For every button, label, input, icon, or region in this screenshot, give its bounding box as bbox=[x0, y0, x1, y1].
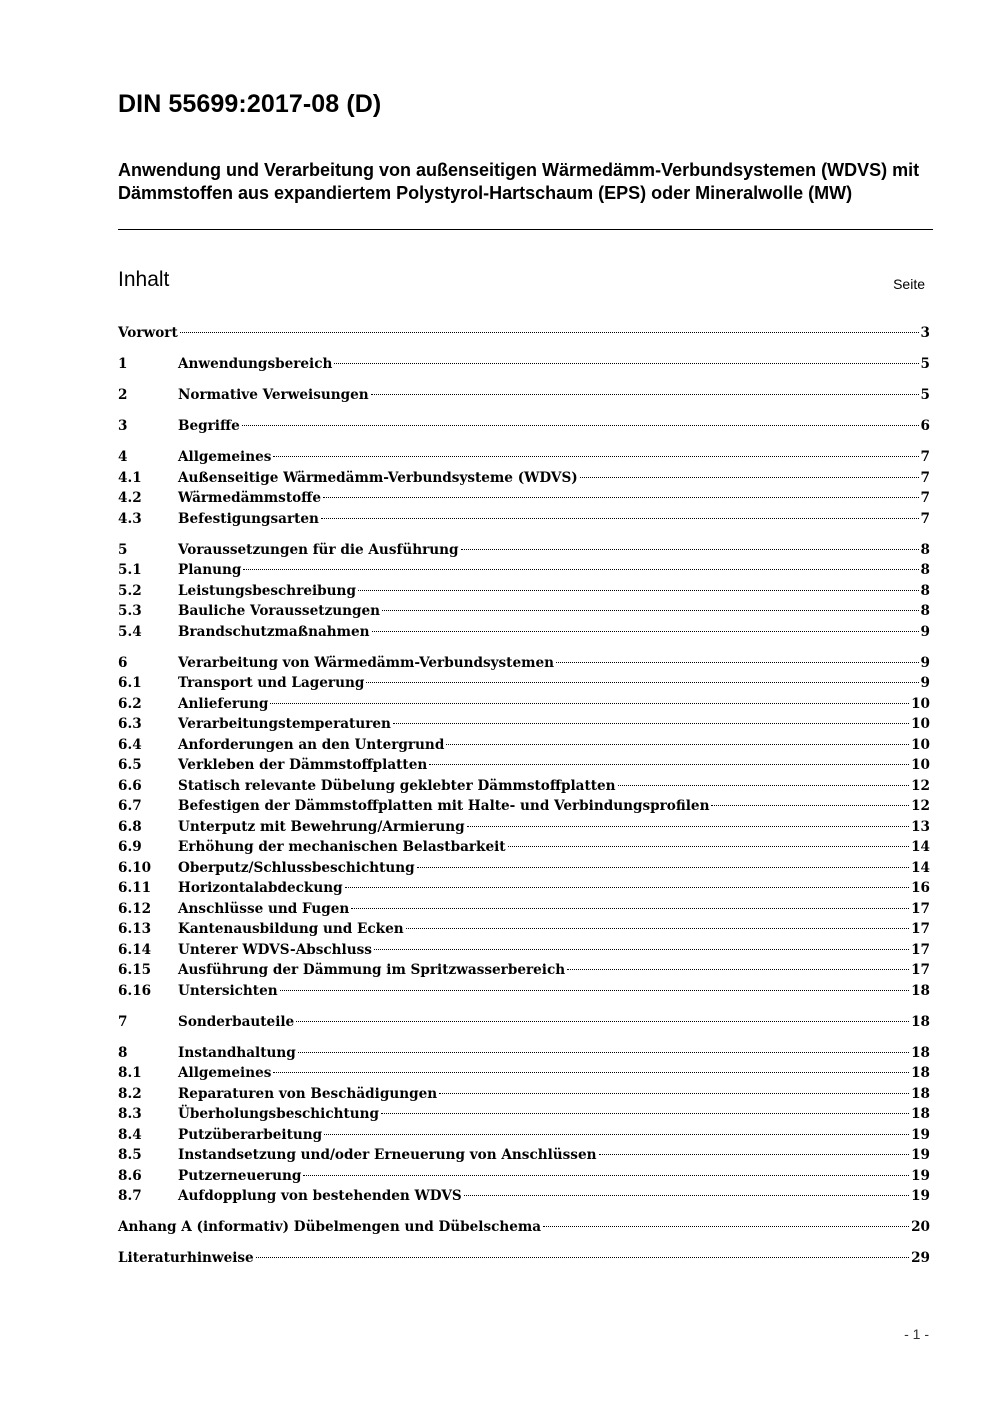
toc-dot-leader bbox=[273, 456, 918, 457]
toc-entry-number: 3 bbox=[118, 418, 128, 434]
toc-dot-leader bbox=[256, 1257, 909, 1258]
toc-entry-number: 8.4 bbox=[118, 1126, 142, 1143]
toc-entry-title: Begriffe bbox=[178, 418, 240, 434]
toc-entry-title: Bauliche Voraussetzungen bbox=[178, 603, 381, 619]
toc-group bbox=[118, 447, 930, 529]
toc-entry-page: 19 bbox=[911, 1167, 930, 1184]
toc-entry-number: 1 bbox=[118, 356, 128, 372]
toc-entry-title: Voraussetzungen für die Ausführung bbox=[178, 541, 459, 558]
toc-entry[interactable] bbox=[118, 622, 930, 643]
toc-entry[interactable] bbox=[118, 581, 930, 602]
toc-entry-page: 20 bbox=[911, 1219, 930, 1235]
toc-entry[interactable] bbox=[118, 858, 930, 879]
toc-dot-leader bbox=[381, 1113, 909, 1114]
toc-entry-page: 18 bbox=[911, 1085, 930, 1102]
toc-entry-number: 6.11 bbox=[118, 880, 152, 896]
toc-group bbox=[118, 1217, 930, 1238]
toc-entry-title: Putzüberarbeitung bbox=[178, 1126, 323, 1143]
toc-entry-title: Planung bbox=[178, 562, 242, 578]
toc-entry-page: 7 bbox=[920, 490, 930, 506]
toc-dot-leader bbox=[382, 610, 919, 611]
toc-entry[interactable] bbox=[118, 714, 930, 735]
toc-dot-leader bbox=[303, 1175, 909, 1176]
toc-entry-page: 18 bbox=[911, 1106, 930, 1122]
toc-entry[interactable] bbox=[118, 509, 930, 530]
toc-entry-number: 6.10 bbox=[118, 859, 152, 876]
toc-entry[interactable] bbox=[118, 1063, 930, 1084]
toc-entry-number: 7 bbox=[118, 1013, 128, 1030]
toc-dot-leader bbox=[180, 332, 919, 333]
toc-entry-number: 5 bbox=[118, 541, 128, 558]
toc-entry-number: 6.7 bbox=[118, 798, 142, 814]
toc-entry-title: Literaturhinweise bbox=[118, 1250, 254, 1266]
toc-dot-leader bbox=[461, 549, 919, 550]
toc-entry-title: Allgemeines bbox=[178, 449, 272, 465]
toc-entry[interactable] bbox=[118, 1104, 930, 1125]
document-subtitle: Anwendung und Verarbeitung von außenseitigen Wärmedämm-Verbundsystemen (WDVS) mit Dämmstoffen aus expandiertem Polystyrol-Hartschaum (EPS) oder Mineralwolle (MW) bbox=[118, 160, 920, 203]
toc-entry-number: 2 bbox=[118, 387, 128, 403]
toc-entry-title: Aufdopplung von bestehenden WDVS bbox=[178, 1188, 462, 1204]
toc-entry[interactable] bbox=[118, 447, 930, 468]
toc-dot-leader bbox=[429, 764, 909, 765]
toc-entry-page: 18 bbox=[911, 982, 930, 999]
toc-entry-page: 29 bbox=[911, 1250, 930, 1266]
toc-entry-number: 6.5 bbox=[118, 757, 142, 773]
toc-entry-page: 16 bbox=[911, 880, 930, 896]
toc-entry[interactable] bbox=[118, 1043, 930, 1064]
toc-dot-leader bbox=[543, 1226, 909, 1227]
toc-dot-leader bbox=[567, 969, 909, 970]
toc-entry-number: 5.2 bbox=[118, 582, 142, 599]
toc-entry[interactable] bbox=[118, 878, 930, 899]
toc-entry-page: 10 bbox=[911, 716, 930, 732]
toc-entry[interactable] bbox=[118, 653, 930, 674]
toc-entry-page: 7 bbox=[920, 449, 930, 465]
toc-dot-leader bbox=[464, 1195, 909, 1196]
toc-entry[interactable] bbox=[118, 385, 930, 406]
toc-dot-leader bbox=[599, 1154, 910, 1155]
toc-dot-leader bbox=[371, 394, 919, 395]
toc-entry-title: Vorwort bbox=[118, 325, 178, 341]
toc-entry-number: 4.2 bbox=[118, 490, 142, 506]
toc-dot-leader bbox=[296, 1021, 909, 1022]
toc-entry-title: Kantenausbildung und Ecken bbox=[178, 921, 404, 937]
toc-entry-title: Verarbeitungstemperaturen bbox=[178, 716, 391, 732]
toc-entry[interactable] bbox=[118, 1217, 930, 1238]
toc-dot-leader bbox=[345, 887, 909, 888]
toc-dot-leader bbox=[618, 785, 910, 786]
toc-dot-leader bbox=[321, 518, 919, 519]
toc-dot-leader bbox=[446, 744, 909, 745]
toc-entry-page: 8 bbox=[920, 582, 930, 599]
toc-dot-leader bbox=[323, 497, 919, 498]
toc-entry-title: Anhang A (informativ) Dübelmengen und Dübelschema bbox=[118, 1219, 542, 1235]
toc-entry-page: 12 bbox=[911, 777, 930, 794]
toc-entry-number: 8.7 bbox=[118, 1188, 142, 1204]
toc-entry-title: Statisch relevante Dübelung geklebter Dämmstoffplatten bbox=[178, 777, 616, 794]
toc-dot-leader bbox=[358, 590, 919, 591]
toc-entry-page: 7 bbox=[920, 510, 930, 527]
toc-entry[interactable] bbox=[118, 755, 930, 776]
toc-entry-page: 8 bbox=[920, 603, 930, 619]
toc-entry-page: 5 bbox=[920, 387, 930, 403]
toc-entry[interactable] bbox=[118, 540, 930, 561]
toc-group bbox=[118, 540, 930, 643]
toc-entry-number: 5.3 bbox=[118, 603, 142, 619]
toc-entry[interactable] bbox=[118, 468, 930, 489]
toc-dot-leader bbox=[298, 1052, 909, 1053]
toc-dot-leader bbox=[270, 703, 909, 704]
toc-entry-number: 8.2 bbox=[118, 1085, 142, 1102]
toc-entry-page: 10 bbox=[911, 757, 930, 773]
toc-dot-leader bbox=[467, 826, 909, 827]
page-number: - 1 - bbox=[904, 1326, 929, 1342]
toc-entry-page: 6 bbox=[920, 418, 930, 434]
toc-group bbox=[118, 1012, 930, 1033]
toc-entry-title: Befestigen der Dämmstoffplatten mit Halte- und Verbindungsprofilen bbox=[178, 798, 710, 814]
toc-entry-page: 14 bbox=[911, 859, 930, 876]
toc-dot-leader bbox=[280, 990, 909, 991]
toc-entry[interactable] bbox=[118, 1125, 930, 1146]
toc-entry-number: 6.1 bbox=[118, 675, 142, 691]
toc-entry-number: 6.6 bbox=[118, 777, 142, 794]
toc-entry[interactable] bbox=[118, 981, 930, 1002]
toc-dot-leader bbox=[374, 949, 909, 950]
toc-entry-title: Putzerneuerung bbox=[178, 1167, 302, 1184]
toc-entry-page: 12 bbox=[911, 798, 930, 814]
toc-group bbox=[118, 323, 930, 344]
toc-entry-number: 6.14 bbox=[118, 941, 152, 958]
toc-entry-number: 8.3 bbox=[118, 1106, 142, 1122]
toc-entry[interactable] bbox=[118, 899, 930, 920]
toc-entry-page: 18 bbox=[911, 1044, 930, 1061]
toc-entry[interactable] bbox=[118, 776, 930, 797]
toc-dot-leader bbox=[439, 1093, 909, 1094]
toc-dot-leader bbox=[393, 723, 909, 724]
toc-entry-title: Instandhaltung bbox=[178, 1044, 296, 1061]
toc-entry-number: 6.4 bbox=[118, 736, 142, 753]
toc-entry-title: Anforderungen an den Untergrund bbox=[178, 736, 445, 753]
toc-group bbox=[118, 1043, 930, 1207]
toc-dot-leader bbox=[406, 928, 909, 929]
toc-entry-number: 6.8 bbox=[118, 818, 142, 835]
toc-entry-title: Reparaturen von Beschädigungen bbox=[178, 1085, 438, 1102]
toc-entry-number: 5.1 bbox=[118, 562, 142, 578]
toc-entry-page: 7 bbox=[920, 469, 930, 486]
toc-entry-title: Allgemeines bbox=[178, 1065, 272, 1081]
toc-entry-page: 18 bbox=[911, 1065, 930, 1081]
toc-entry[interactable] bbox=[118, 735, 930, 756]
toc-entry-title: Instandsetzung und/oder Erneuerung von Anschlüssen bbox=[178, 1147, 597, 1163]
toc-entry-title: Horizontalabdeckung bbox=[178, 880, 343, 896]
toc-entry[interactable] bbox=[118, 1084, 930, 1105]
toc-entry[interactable] bbox=[118, 416, 930, 437]
toc-dot-leader bbox=[324, 1134, 909, 1135]
toc-entry-number: 8.6 bbox=[118, 1167, 142, 1184]
toc-entry-title: Sonderbauteile bbox=[178, 1013, 295, 1030]
toc-dot-leader bbox=[273, 1072, 909, 1073]
toc-entry[interactable] bbox=[118, 837, 930, 858]
toc-entry[interactable] bbox=[118, 796, 930, 817]
contents-heading: Inhalt bbox=[118, 268, 170, 291]
toc-entry[interactable] bbox=[118, 1012, 930, 1033]
toc-entry-number: 4.3 bbox=[118, 510, 142, 527]
toc-dot-leader bbox=[243, 569, 918, 570]
toc-entry[interactable] bbox=[118, 323, 930, 344]
toc-entry-title: Außenseitige Wärmedämm-Verbundsysteme (WDVS) bbox=[178, 469, 578, 486]
toc-entry-page: 17 bbox=[911, 900, 930, 917]
toc-entry-number: 6 bbox=[118, 654, 128, 671]
toc-entry-page: 19 bbox=[911, 1147, 930, 1163]
toc-entry-number: 4 bbox=[118, 449, 128, 465]
toc-entry-page: 17 bbox=[911, 941, 930, 958]
toc-dot-leader bbox=[556, 662, 919, 663]
toc-entry-number: 4.1 bbox=[118, 469, 142, 486]
toc-entry-title: Anschlüsse und Fugen bbox=[178, 900, 350, 917]
toc-group bbox=[118, 653, 930, 1002]
page-column-label: Seite bbox=[893, 276, 925, 292]
toc-group bbox=[118, 416, 930, 437]
toc-entry[interactable] bbox=[118, 601, 930, 622]
table-of-contents bbox=[118, 323, 930, 1279]
toc-entry-title: Transport und Lagerung bbox=[178, 675, 365, 691]
toc-entry-page: 9 bbox=[920, 675, 930, 691]
toc-entry-title: Unterputz mit Bewehrung/Armierung bbox=[178, 818, 465, 835]
toc-entry-title: Brandschutzmaßnahmen bbox=[178, 623, 370, 640]
toc-entry-title: Ausführung der Dämmung im Spritzwasserbereich bbox=[178, 962, 566, 978]
toc-dot-leader bbox=[711, 805, 909, 806]
toc-entry-page: 9 bbox=[920, 623, 930, 640]
toc-dot-leader bbox=[242, 425, 919, 426]
toc-dot-leader bbox=[417, 867, 909, 868]
toc-entry-page: 17 bbox=[911, 962, 930, 978]
toc-dot-leader bbox=[351, 908, 909, 909]
document-id: DIN 55699:2017-08 (D) bbox=[118, 90, 382, 118]
toc-entry[interactable] bbox=[118, 488, 930, 509]
toc-entry-page: 19 bbox=[911, 1188, 930, 1204]
toc-entry-title: Unterer WDVS-Abschluss bbox=[178, 941, 372, 958]
toc-entry-number: 6.15 bbox=[118, 962, 152, 978]
toc-entry[interactable] bbox=[118, 673, 930, 694]
toc-entry-title: Verkleben der Dämmstoffplatten bbox=[178, 757, 428, 773]
toc-entry-title: Anlieferung bbox=[178, 695, 269, 712]
toc-entry-page: 13 bbox=[911, 818, 930, 835]
toc-entry-title: Leistungsbeschreibung bbox=[178, 582, 356, 599]
toc-entry-title: Verarbeitung von Wärmedämm-Verbundsystemen bbox=[178, 654, 555, 671]
toc-entry-number: 8.1 bbox=[118, 1065, 142, 1081]
toc-entry[interactable] bbox=[118, 919, 930, 940]
toc-entry-page: 19 bbox=[911, 1126, 930, 1143]
toc-entry[interactable] bbox=[118, 354, 930, 375]
toc-entry-title: Oberputz/Schlussbeschichtung bbox=[178, 859, 415, 876]
toc-entry-title: Erhöhung der mechanischen Belastbarkeit bbox=[178, 839, 506, 855]
toc-entry-page: 3 bbox=[920, 325, 930, 341]
toc-dot-leader bbox=[372, 631, 919, 632]
toc-entry-page: 17 bbox=[911, 921, 930, 937]
toc-dot-leader bbox=[580, 477, 919, 478]
toc-entry-number: 8 bbox=[118, 1044, 128, 1061]
toc-group bbox=[118, 385, 930, 406]
toc-entry[interactable] bbox=[118, 960, 930, 981]
toc-entry-title: Überholungsbeschichtung bbox=[178, 1106, 380, 1122]
toc-entry[interactable] bbox=[118, 1186, 930, 1207]
toc-dot-leader bbox=[366, 682, 918, 683]
toc-entry-title: Anwendungsbereich bbox=[178, 356, 333, 372]
toc-entry-title: Untersichten bbox=[178, 982, 278, 999]
toc-entry[interactable] bbox=[118, 560, 930, 581]
toc-entry-number: 5.4 bbox=[118, 623, 142, 640]
toc-entry-page: 8 bbox=[920, 541, 930, 558]
toc-entry-number: 6.9 bbox=[118, 839, 142, 855]
toc-entry-number: 6.13 bbox=[118, 921, 152, 937]
toc-entry-title: Wärmedämmstoffe bbox=[178, 490, 321, 506]
toc-entry-number: 6.2 bbox=[118, 695, 142, 712]
toc-entry-page: 14 bbox=[911, 839, 930, 855]
title-divider bbox=[118, 229, 933, 230]
toc-entry[interactable] bbox=[118, 694, 930, 715]
toc-entry-page: 9 bbox=[920, 654, 930, 671]
toc-entry-page: 5 bbox=[920, 356, 930, 372]
toc-entry[interactable] bbox=[118, 940, 930, 961]
toc-entry[interactable] bbox=[118, 1248, 930, 1269]
toc-entry-page: 10 bbox=[911, 736, 930, 753]
toc-entry-number: 6.12 bbox=[118, 900, 152, 917]
toc-entry[interactable] bbox=[118, 817, 930, 838]
toc-dot-leader bbox=[508, 846, 910, 847]
toc-entry-number: 6.3 bbox=[118, 716, 142, 732]
toc-entry-number: 6.16 bbox=[118, 982, 152, 999]
toc-entry-page: 10 bbox=[911, 695, 930, 712]
toc-entry-page: 18 bbox=[911, 1013, 930, 1030]
toc-dot-leader bbox=[334, 363, 918, 364]
toc-group bbox=[118, 354, 930, 375]
toc-entry-title: Befestigungsarten bbox=[178, 510, 319, 527]
toc-group bbox=[118, 1248, 930, 1269]
toc-entry[interactable] bbox=[118, 1166, 930, 1187]
toc-entry-number: 8.5 bbox=[118, 1147, 142, 1163]
toc-entry-page: 8 bbox=[920, 562, 930, 578]
toc-entry[interactable] bbox=[118, 1145, 930, 1166]
toc-entry-title: Normative Verweisungen bbox=[178, 387, 369, 403]
